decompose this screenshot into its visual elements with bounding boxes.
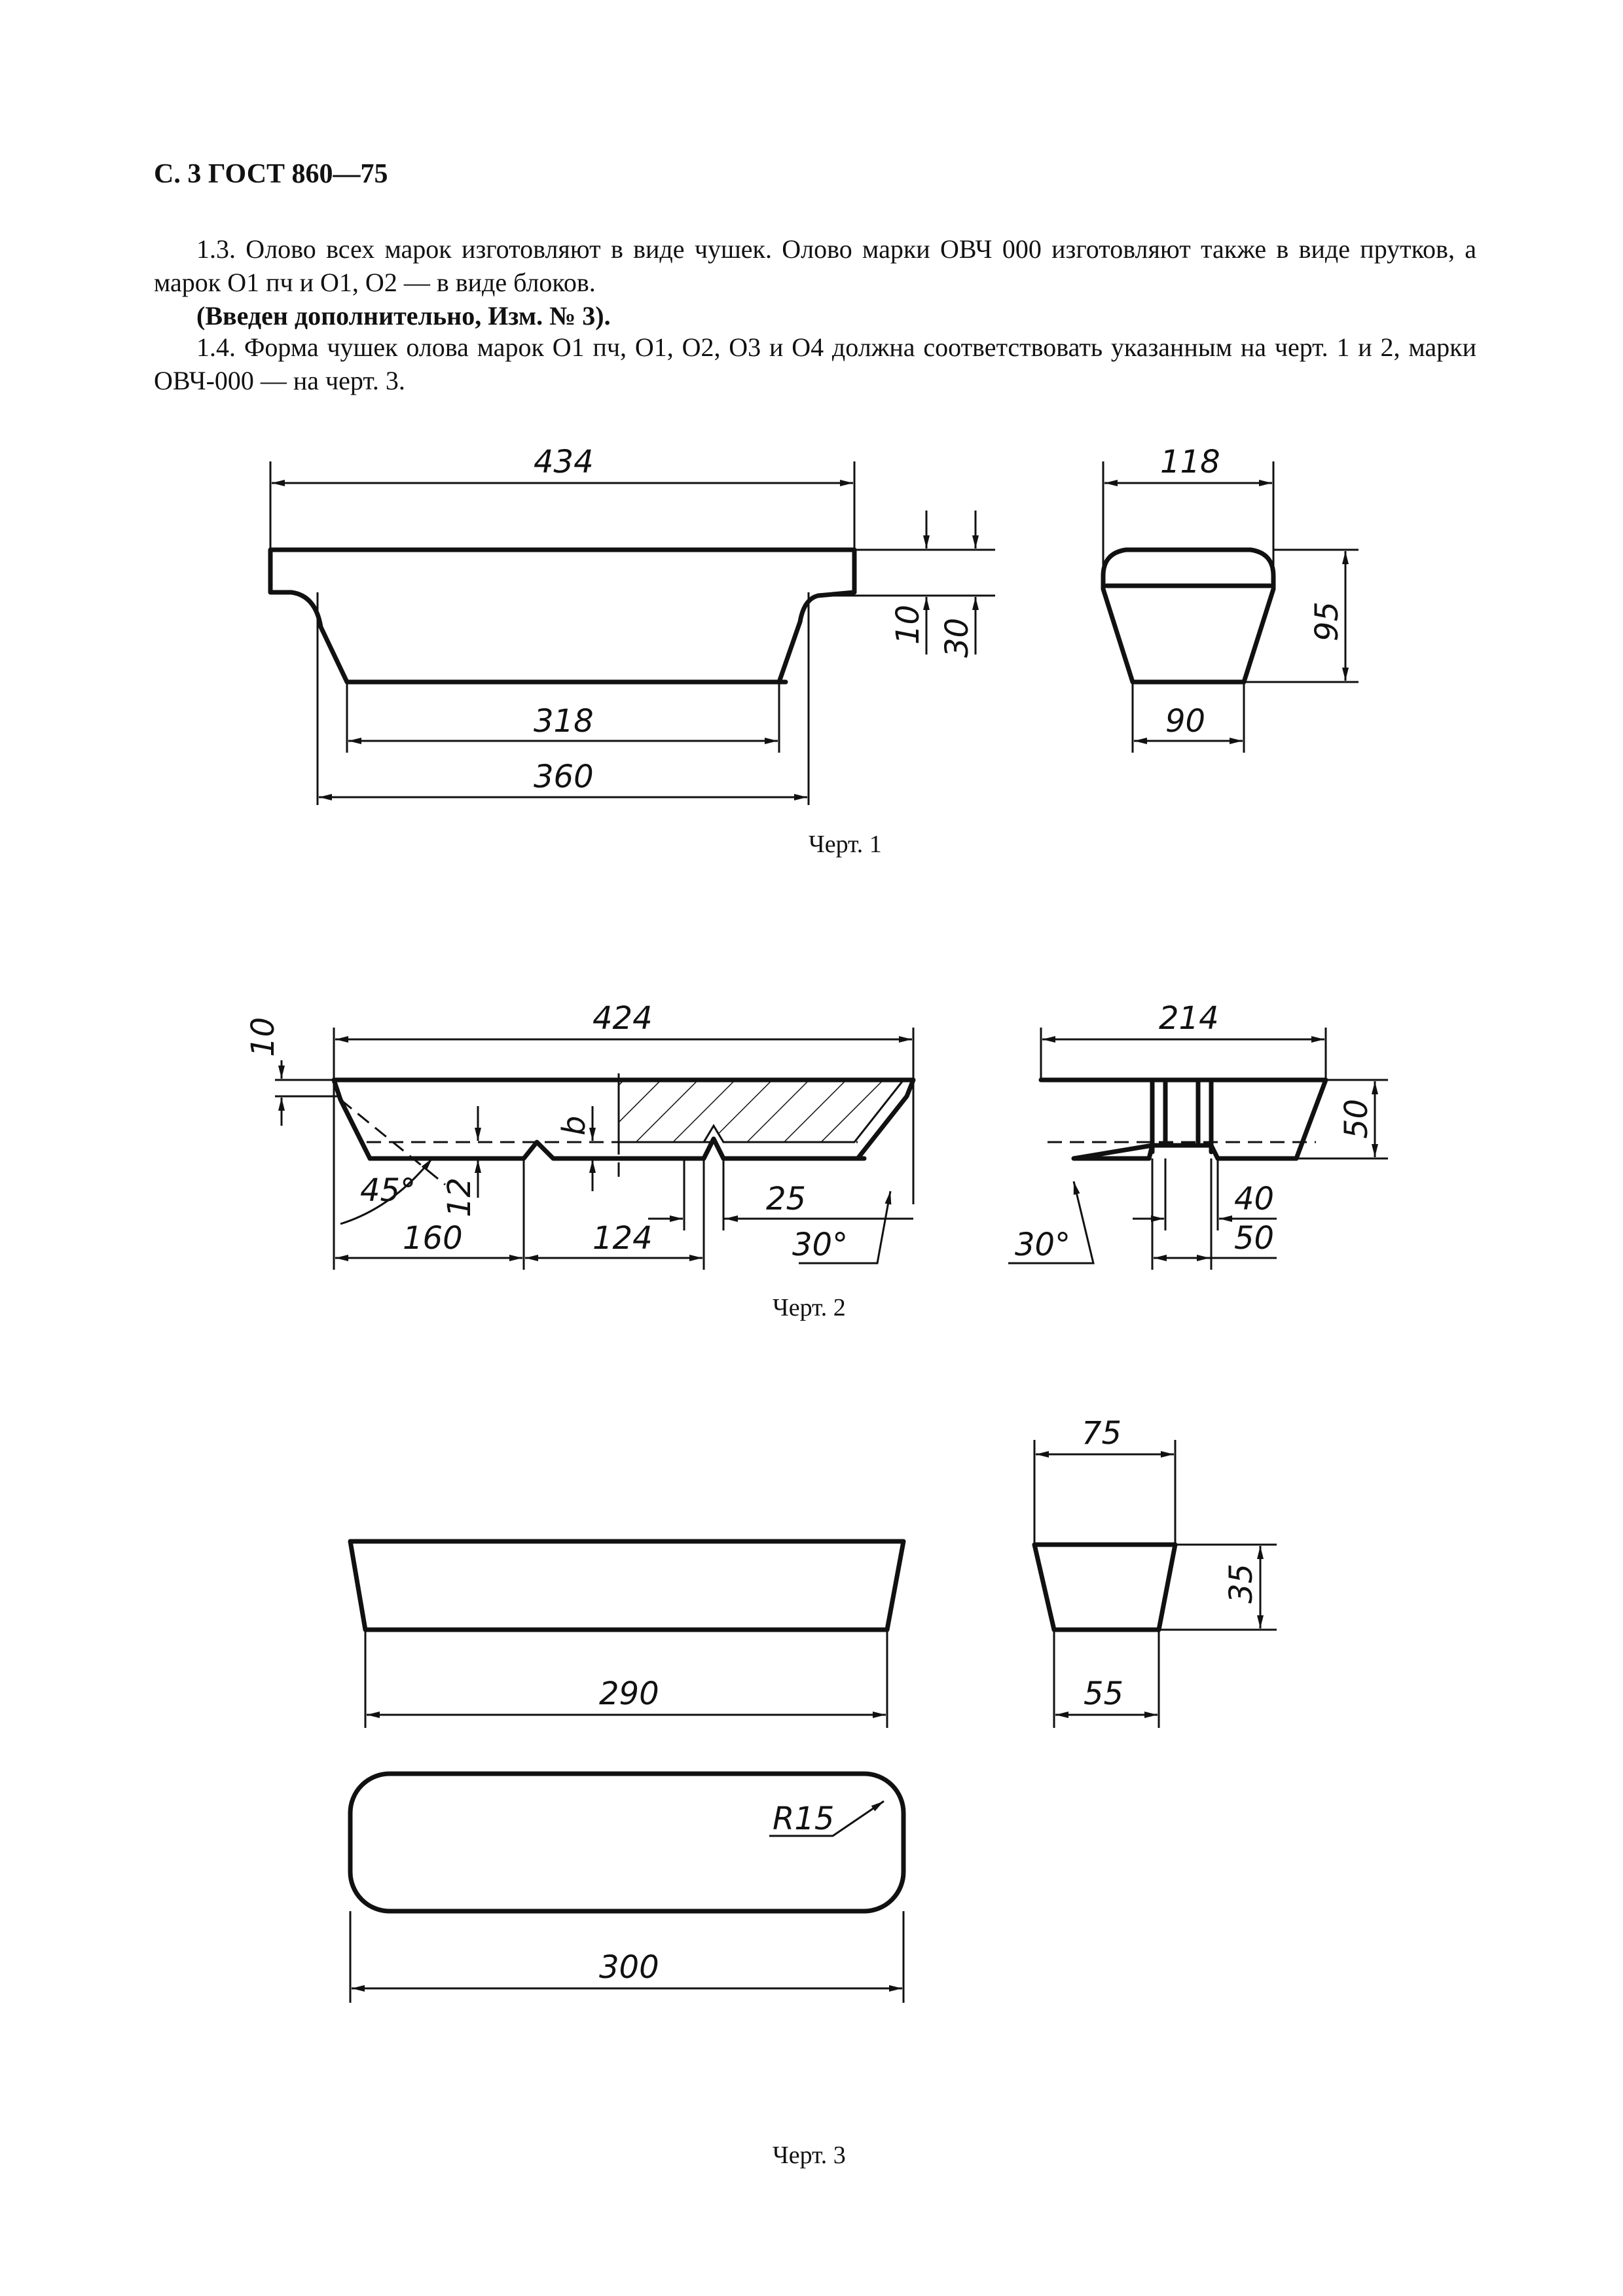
fig2-dim-424: 424: [593, 1000, 653, 1037]
fig2-dim-160: 160: [403, 1220, 463, 1257]
fig1-dim-95: 95: [1309, 601, 1345, 641]
page-header: С. 3 ГОСТ 860—75: [154, 159, 388, 189]
fig2-dim-214: 214: [1159, 1000, 1219, 1037]
fig2-dim-50-height: 50: [1338, 1098, 1375, 1139]
fig1-dim-10: 10: [890, 604, 926, 645]
fig2-dim-b: b: [556, 1115, 593, 1136]
fig2-dim-25: 25: [766, 1181, 807, 1217]
paragraph-1-4: 1.4. Форма чушек олова марок О1 пч, О1, О2, О3 и О4 должна соответствовать указанным на черт. 1 и 2, марки ОВЧ-000 — на черт. 3.: [154, 332, 1476, 395]
paragraph-1-3: 1.3. Олово всех марок изготовляют в виде чушек. Олово марки ОВЧ 000 изготовляют также в виде прутков, а марок О1 пч и О1, О2 — в виде блоков.: [154, 234, 1476, 297]
fig1-caption: Черт. 1: [809, 831, 882, 858]
fig2-end-view: [1041, 1080, 1326, 1158]
fig3-dim-35: 35: [1223, 1563, 1260, 1604]
fig2-section-hatch: [619, 1080, 903, 1142]
fig1-end-view: [1103, 550, 1273, 682]
fig1-dim-318: 318: [534, 703, 594, 740]
fig1-dim-434: 434: [534, 444, 594, 480]
fig2-dim-10: 10: [245, 1016, 282, 1057]
fig3-end-view: [1034, 1545, 1175, 1630]
fig2-dim-12: 12: [441, 1177, 478, 1217]
amendment-note: (Введен дополнительно, Изм. № 3).: [196, 301, 611, 331]
fig2-dim-124: 124: [593, 1220, 653, 1257]
fig1-side-view: [270, 550, 854, 682]
fig3-radius: R15: [773, 1801, 835, 1837]
fig3-dim-290: 290: [599, 1676, 659, 1712]
fig3-plan-view: [350, 1774, 903, 1911]
fig3-dim-300: 300: [599, 1949, 659, 1986]
fig2-angle-30-end: 30°: [1015, 1227, 1071, 1263]
fig3-side-view: [350, 1541, 903, 1630]
fig3-dim-75: 75: [1082, 1415, 1122, 1452]
fig2-dim-40: 40: [1234, 1181, 1275, 1217]
fig1-dim-360: 360: [534, 759, 594, 795]
fig2-angle-45: 45°: [360, 1172, 416, 1209]
fig3-caption: Черт. 3: [773, 2142, 846, 2169]
fig2-angle-30-side: 30°: [792, 1227, 848, 1263]
fig2-caption: Черт. 2: [773, 1294, 846, 1321]
figure-3: [350, 1415, 1277, 2003]
fig1-dim-118: 118: [1160, 444, 1220, 480]
fig1-dim-90: 90: [1165, 703, 1206, 740]
figure-2: [245, 1000, 1388, 1270]
figure-1: [270, 444, 1359, 805]
fig2-dim-50: 50: [1234, 1220, 1275, 1257]
fig1-dim-30: 30: [939, 617, 976, 658]
fig3-dim-55: 55: [1084, 1676, 1124, 1712]
